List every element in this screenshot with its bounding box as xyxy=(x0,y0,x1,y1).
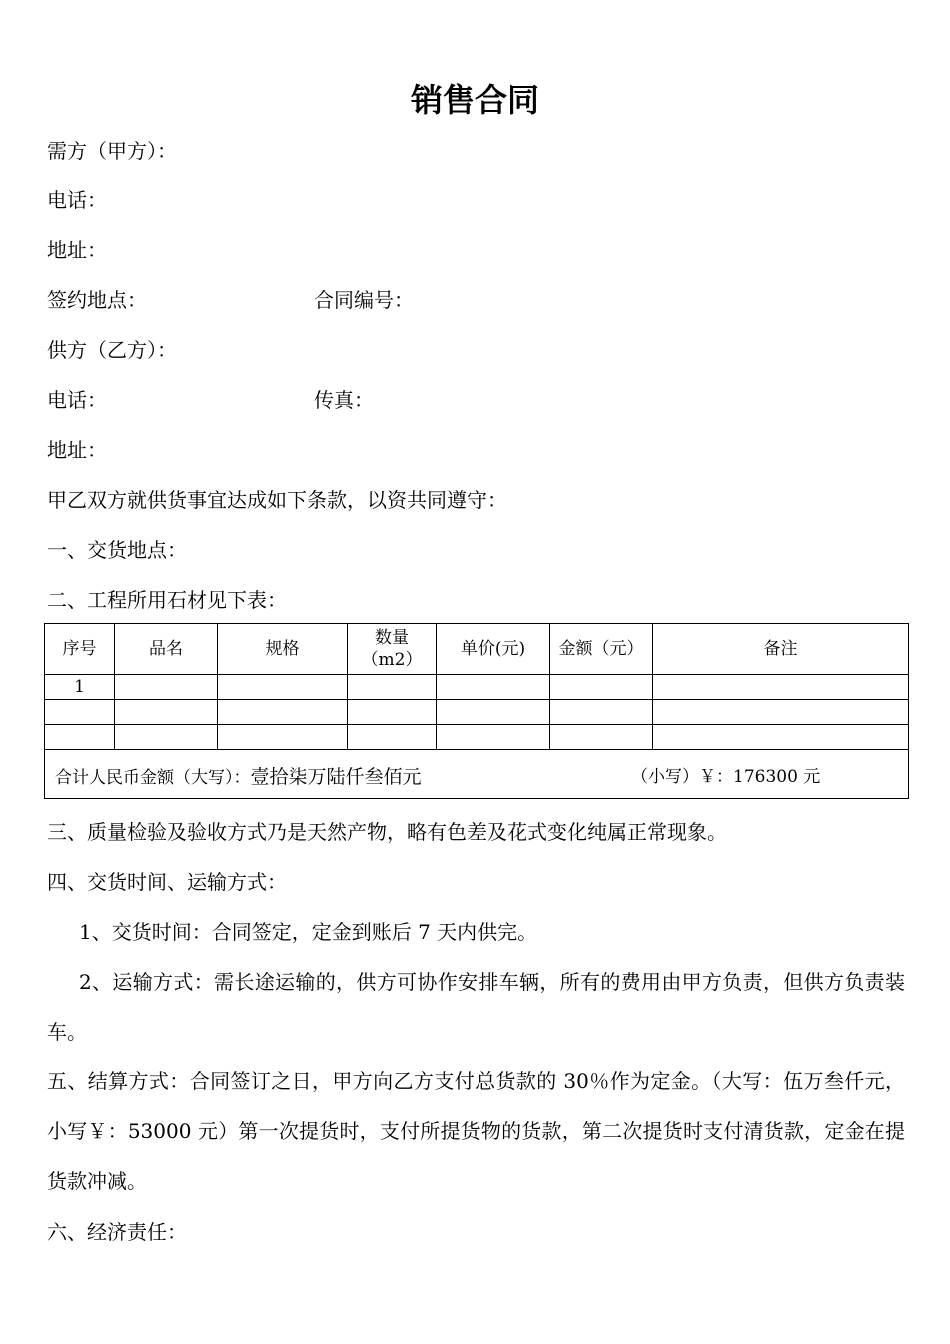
contract-no-label: 合同编号： xyxy=(314,288,414,312)
col-header-name: 品名 xyxy=(115,624,218,675)
materials-table xyxy=(44,623,909,799)
table-cell xyxy=(115,725,218,750)
table-cell xyxy=(550,700,653,725)
table-cell xyxy=(218,700,348,725)
table-total-row xyxy=(45,750,909,799)
table-cell xyxy=(348,700,437,725)
col-header-remark: 备注 xyxy=(653,624,909,675)
table-cell xyxy=(218,725,348,750)
table-cell xyxy=(653,700,909,725)
table-row xyxy=(45,725,909,750)
total-upper-value: 壹拾柒万陆仟叁佰元 xyxy=(250,766,422,788)
total-cell xyxy=(45,750,909,799)
col-header-index: 序号 xyxy=(45,624,115,675)
table-header-row xyxy=(45,624,909,675)
total-upper-label: 合计人民币金额（大写）： xyxy=(55,768,251,788)
table-cell xyxy=(348,725,437,750)
table-cell xyxy=(653,725,909,750)
clause-4: 四、交货时间、运输方式： xyxy=(47,870,287,894)
sign-place-label: 签约地点： xyxy=(47,288,147,312)
clause-6: 六、经济责任： xyxy=(47,1220,187,1244)
table-cell xyxy=(437,700,550,725)
seller-address-label: 地址： xyxy=(47,438,107,462)
table-cell xyxy=(437,675,550,700)
clause-4-2-text: 2、运输方式：需长途运输的，供方可协作安排车辆，所有的费用由甲方负责，但供方负责装车。 xyxy=(47,970,905,1044)
table-cell xyxy=(45,725,115,750)
table-cell xyxy=(653,675,909,700)
clause-2: 二、工程所用石材见下表： xyxy=(47,588,287,612)
col-header-amount: 金额（元） xyxy=(550,624,653,675)
table-row xyxy=(45,675,909,700)
col-header-spec: 规格 xyxy=(218,624,348,675)
clause-3: 三、质量检验及验收方式乃是天然产物，略有色差及花式变化纯属正常现象。 xyxy=(47,820,727,844)
total-lower-label: （小写）￥： xyxy=(631,767,733,787)
total-lower-value: 176300 元 xyxy=(733,767,821,787)
total-amount-upper xyxy=(55,762,422,789)
document-title: 销售合同 xyxy=(410,81,539,119)
table-cell xyxy=(115,675,218,700)
buyer-address-label: 地址： xyxy=(47,238,107,262)
col-header-quantity: 数量（m2） xyxy=(348,624,437,675)
table-cell: 1 xyxy=(45,675,115,700)
total-amount-lower xyxy=(631,762,820,787)
clause-4-1: 1、交货时间：合同签定，定金到账后 7 天内供完。 xyxy=(79,920,538,944)
buyer-label: 需方（甲方）： xyxy=(47,139,177,163)
seller-fax-label: 传真： xyxy=(314,388,374,412)
table-cell xyxy=(218,675,348,700)
seller-phone-label: 电话： xyxy=(47,388,107,412)
col-header-unit-price: 单价(元) xyxy=(437,624,550,675)
clause-5: 五、结算方式：合同签订之日，甲方向乙方支付总货款的 30％作为定金。（大写：伍万叁仟元，小写￥：53000 元）第一次提货时，支付所提货物的货款，第二次提货时支付清货款，定金在提货款冲减。 xyxy=(47,1069,905,1193)
intro-text: 甲乙双方就供货事宜达成如下条款，以资共同遵守： xyxy=(47,488,507,512)
table-cell xyxy=(348,675,437,700)
table-cell xyxy=(115,700,218,725)
table-cell xyxy=(45,700,115,725)
table-cell xyxy=(437,725,550,750)
table-cell xyxy=(550,725,653,750)
buyer-phone-label: 电话： xyxy=(47,188,107,212)
seller-label: 供方（乙方）： xyxy=(47,338,177,362)
table-cell xyxy=(550,675,653,700)
clause-4-2 xyxy=(47,957,905,1057)
table-row xyxy=(45,700,909,725)
clause-1: 一、交货地点： xyxy=(47,538,187,562)
